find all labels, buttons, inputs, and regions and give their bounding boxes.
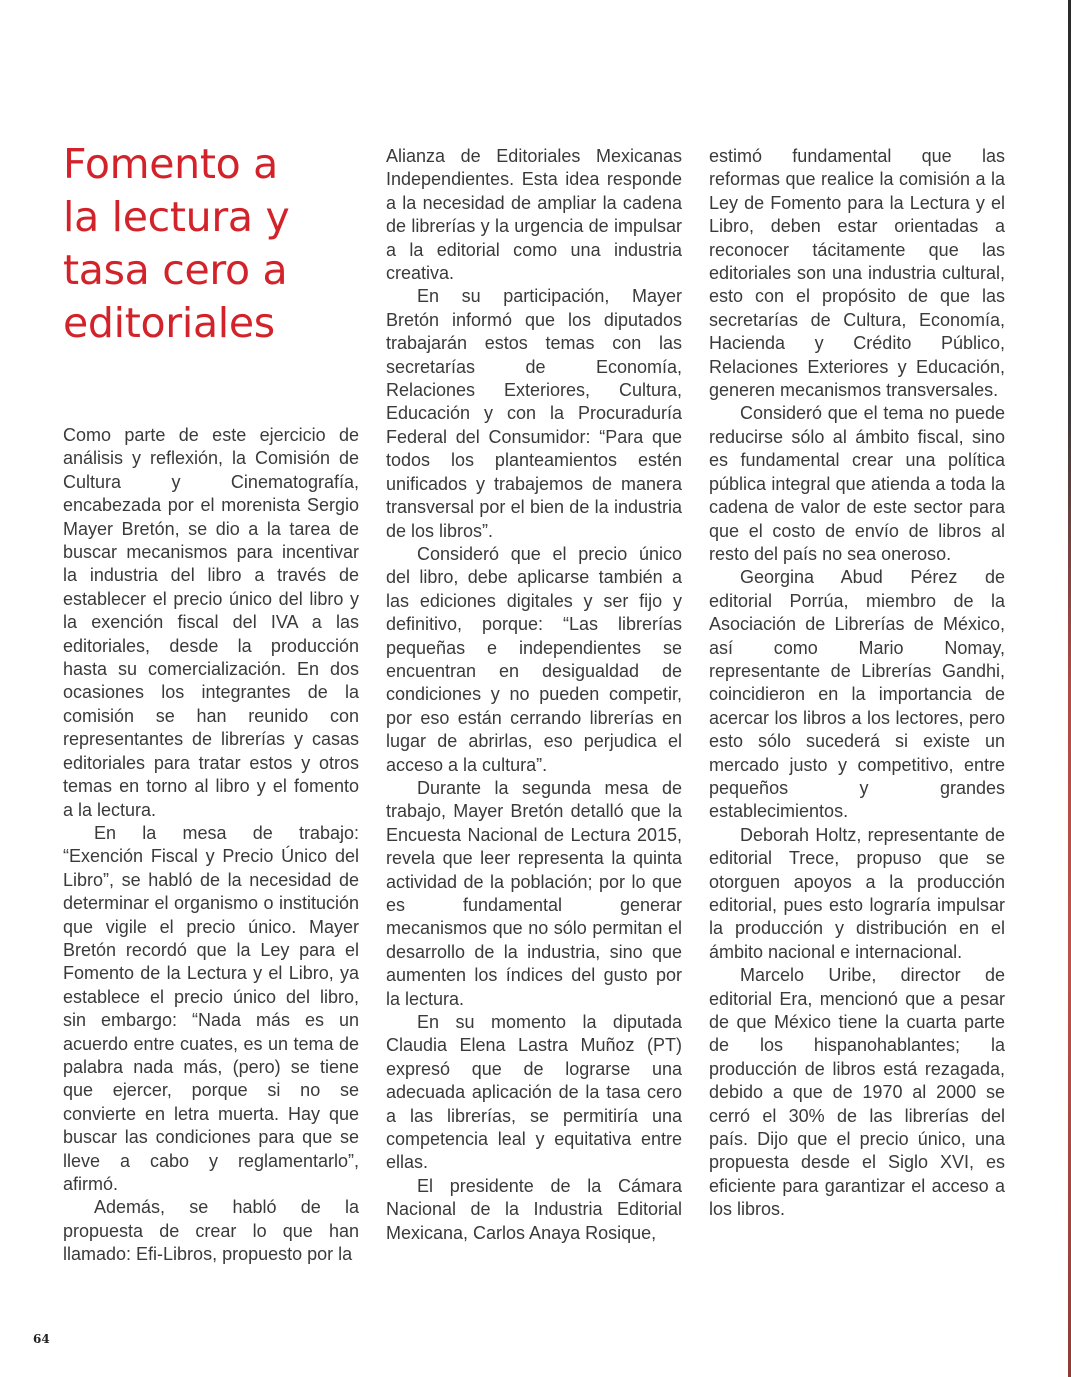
article-title bbox=[63, 138, 353, 350]
paragraph: En su momento la diputada Claudia Elena Lastra Muñoz (PT) expresó que de lograrse una adecuada aplicación de la tasa cero a las librerías, se permitiría una competencia leal y equitativa entre ellas. bbox=[386, 1012, 682, 1173]
paragraph: Georgina Abud Pérez de editorial Porrúa, miembro de la Asociación de Librerías de México, así como Mario Nomay, representante de Librerías Gandhi, coincidieron en la importancia de acercar los libros a los lectores, pero esto sólo sucederá si existe un mercado justo y competitivo, entre pequeños y grandes establecimientos. bbox=[709, 567, 1005, 822]
paragraph: Alianza de Editoriales Mexicanas Independientes. Esta idea responde a la necesidad de ampliar la cadena de librerías y la urgencia de impulsar a la editorial como una industria creativa. bbox=[386, 146, 682, 284]
text-column-1 bbox=[63, 424, 359, 1267]
text-column-3 bbox=[709, 145, 1005, 1222]
paragraph: En su participación, Mayer Bretón informó que los diputados trabajarán estos temas con las secretarías de Economía, Relaciones Exteriores, Cultura, Educación y con la Procuraduría Federal del Consumidor: “Para que todos los planteamientos estén unificados y trabajemos de manera transversal por el bien de la industria de los libros”. bbox=[386, 286, 682, 541]
title-line: la lectura y bbox=[63, 193, 290, 241]
paragraph: Consideró que el precio único del libro, debe aplicarse también a las ediciones digitales y ser fijo y definitivo, porque: “Las librerías pequeñas e independientes se encuentran en desigualdad de condiciones y no pueden competir, por eso están cerrando librerías en lugar de abrirlas, eso perjudica el acceso a la cultura”. bbox=[386, 543, 682, 775]
paragraph: Durante la segunda mesa de trabajo, Mayer Bretón detalló que la Encuesta Nacional de Lectura 2015, revela que leer representa la quinta actividad de la población; por lo que es fundamental generar mecanismos que no sólo permitan el desarrollo de la industria, sino que aumenten los índices del gusto por la lectura. bbox=[386, 777, 682, 1009]
text-column-2 bbox=[386, 145, 682, 1245]
paragraph: El presidente de la Cámara Nacional de la Industria Editorial Mexicana, Carlos Anaya Rosique, bbox=[386, 1175, 682, 1243]
paragraph: Consideró que el tema no puede reducirse sólo al ámbito fiscal, sino es fundamental crear una política pública integral que atienda a toda la cadena de valor de este sector para que el costo de envío de libros al resto del país no sea oneroso. bbox=[709, 403, 1005, 564]
title-line: Fomento a bbox=[63, 140, 278, 188]
title-line: tasa cero a bbox=[63, 246, 288, 294]
paragraph: Como parte de este ejercicio de análisis y reflexión, la Comisión de Cultura y Cinematografía, encabezada por el morenista Sergio Mayer Bretón, se dio a la tarea de buscar mecanismos para incentivar la industria del libro a través de establecer el precio único del libro y la exención fiscal del IVA a las editoriales, desde la producción hasta su comercialización. En dos ocasiones los integrantes de la comisión se han reunido con representantes de librerías y casas editoriales para tratar estos y otros temas en torno al libro y el fomento a la lectura. bbox=[63, 425, 359, 820]
paragraph: Deborah Holtz, representante de editorial Trece, propuso que se otorguen apoyos a la producción editorial, pues esto lograría impulsar la producción y distribución en el ámbito nacional e internacional. bbox=[709, 824, 1005, 962]
paragraph: Además, se habló de la propuesta de crear lo que han llamado: Efi-Libros, propuesto por la bbox=[63, 1197, 359, 1265]
page-number: 64 bbox=[33, 1332, 50, 1346]
paragraph: Marcelo Uribe, director de editorial Era, mencionó que a pesar de que México tiene la cuarta parte de los hispanohablantes; la producción de libros está rezagada, debido a que de 1970 al 2000 se cerró el 30% de las librerías del país. Dijo que el precio único, una propuesta desde el Siglo XVI, es eficiente para garantizar el acceso a los libros. bbox=[709, 965, 1005, 1220]
title-line: editoriales bbox=[63, 299, 275, 347]
paragraph: estimó fundamental que las reformas que realice la comisión a la Ley de Fomento para la Lectura y el Libro, deben estar orientadas a reconocer tácitamente que las editoriales son una industria cultural, esto con el propósito de que las secretarías de Cultura, Economía, Hacienda y Crédito Público, Relaciones Exteriores y Educación, generen mecanismos transversales. bbox=[709, 146, 1005, 401]
paragraph: En la mesa de trabajo: “Exención Fiscal y Precio Único del Libro”, se habló de la necesidad de determinar el organismo o institución que vigile el precio único. Mayer Bretón recordó que la Ley para el Fomento de la Lectura y el Libro, ya establece el precio único del libro, sin embargo: “Nada más es un acuerdo entre cuates, es un tema de palabra nada más, (pero) se tiene que ejercer, porque si no se convierte en letra muerta. Hay que buscar las condiciones para que se lleve a cabo y reglamentarlo”, afirmó. bbox=[63, 822, 359, 1194]
